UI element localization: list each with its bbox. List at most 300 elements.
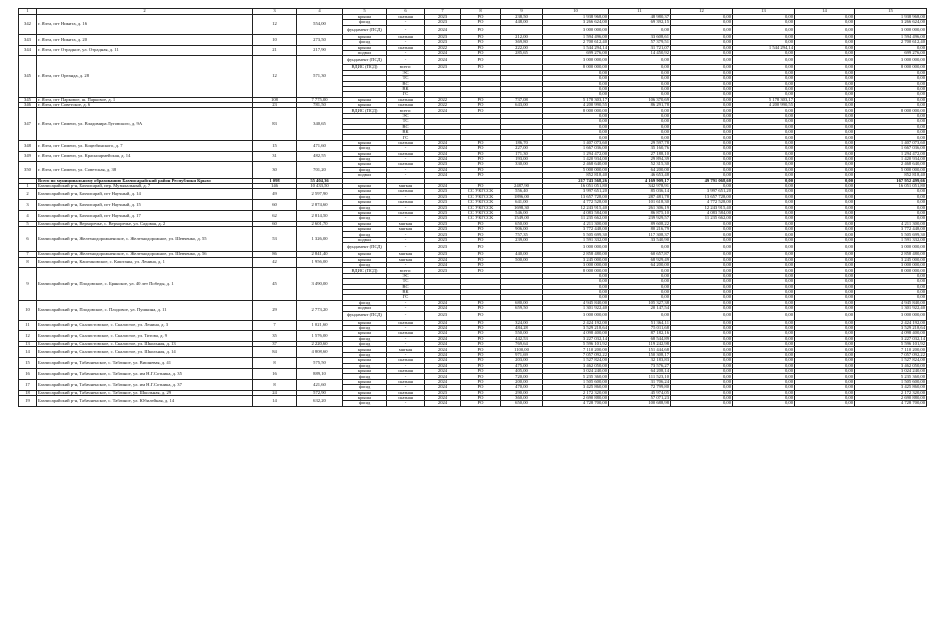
volume-cell: 650,00 [501, 401, 543, 406]
area-cell: 2 220,60 [297, 342, 343, 347]
amount-cell: 0,00 [671, 273, 733, 278]
amount-cell: 0,00 [795, 97, 855, 102]
amount-cell: 2 424 192,00 [543, 320, 609, 325]
amount-cell: 73 576,27 [609, 363, 671, 368]
work-subtype-cell: скатная [387, 200, 425, 205]
amount-cell: 2 468 640,00 [855, 162, 927, 167]
amount-cell: 80 216,79 [609, 227, 671, 232]
amount-cell: 64 200,00 [609, 263, 671, 268]
row-number-cell: 344 [19, 45, 37, 56]
work-type-cell: крыша [343, 210, 387, 215]
amount-cell: 0,00 [733, 92, 795, 97]
volume-cell: 906,00 [501, 227, 543, 232]
amount-cell: 0,00 [855, 92, 927, 97]
work-type-cell: крыша [343, 320, 387, 325]
work-subtype-cell: скатная [387, 369, 425, 374]
work-type-cell: крыша [343, 358, 387, 363]
amount-cell: 0,00 [671, 146, 733, 151]
work-subtype-cell: - [387, 25, 425, 34]
area-cell: 1 576,00 [297, 331, 343, 342]
column-number-cell: 1 [19, 9, 37, 15]
amount-cell: 0,00 [733, 76, 795, 81]
funding-cell: РО [461, 65, 501, 70]
work-subtype-cell: - [387, 342, 425, 347]
amount-cell: 3 266 624,00 [855, 20, 927, 25]
apartments-cell: 31 [253, 151, 297, 162]
year-cell: 2024 [425, 401, 461, 406]
amount-cell: 0,00 [795, 273, 855, 278]
volume-cell: 238,50 [501, 15, 543, 20]
amount-cell: 0,00 [795, 369, 855, 374]
work-subtype-cell: - [387, 263, 425, 268]
work-type-cell: фасад [343, 263, 387, 268]
funding-cell: РО [461, 347, 501, 352]
amount-cell: 0,00 [795, 311, 855, 320]
year-cell: 2023 [425, 65, 461, 70]
amount-cell: 0,00 [795, 325, 855, 330]
amount-cell: 0,00 [671, 331, 733, 336]
apartments-cell: 42 [253, 257, 297, 268]
amount-cell: 0,00 [733, 295, 795, 300]
amount-cell: 0,00 [671, 268, 733, 273]
amount-cell: 68 929,49 [609, 257, 671, 262]
amount-cell: 1 301 922,40 [855, 306, 927, 311]
apartments-cell: 45 [253, 268, 297, 300]
amount-cell: 0,00 [543, 92, 609, 97]
year-cell: 2023 [425, 268, 461, 273]
amount-cell: 0,00 [733, 86, 795, 91]
address-cell: Бахчисарайский р-н, Плодовское, с. Плодовое, ул. Пушкина, д. 11 [37, 300, 253, 320]
amount-cell: 2 424 192,00 [855, 320, 927, 325]
amount-cell: 0,00 [795, 200, 855, 205]
work-type-cell: фасад [343, 216, 387, 221]
amount-cell: 0,00 [671, 358, 733, 363]
amount-cell: 0,00 [795, 300, 855, 305]
amount-cell: 3 024 240,00 [855, 369, 927, 374]
amount-cell: 33 608,61 [609, 34, 671, 39]
amount-cell: 0,00 [855, 103, 927, 108]
column-number-cell: 15 [855, 9, 927, 15]
amount-cell: 0,00 [671, 306, 733, 311]
funding-cell: РО [461, 263, 501, 268]
amount-cell: 0,00 [671, 243, 733, 252]
work-type-cell: крыша [343, 257, 387, 262]
amount-cell: 0,00 [795, 268, 855, 273]
amount-cell: 27 188,10 [609, 151, 671, 156]
area-cell: 3 490,00 [297, 268, 343, 300]
apartments-cell: 24 [253, 390, 297, 395]
amount-cell: 1 938 968,00 [543, 15, 609, 20]
amount-cell: 0,00 [795, 279, 855, 284]
amount-cell: 0,00 [795, 135, 855, 140]
volume-cell: 330,00 [501, 162, 543, 167]
amount-cell: 0,00 [795, 401, 855, 406]
row-number-cell: 11 [19, 320, 37, 331]
amount-cell: 0,00 [733, 227, 795, 232]
amount-cell: 0,00 [733, 216, 795, 221]
year-cell: 2023 [425, 221, 461, 226]
amount-cell: 5 235 360,00 [855, 374, 927, 379]
work-subtype-cell: скатная [387, 34, 425, 39]
year-cell: 2023 [425, 216, 461, 221]
funding-cell: РО [461, 390, 501, 395]
amount-cell: 8 000 000,00 [855, 65, 927, 70]
amount-cell: 0,00 [855, 70, 927, 75]
amount-cell: 0,00 [671, 396, 733, 401]
work-subtype-cell: скатная [387, 379, 425, 384]
funding-cell: РО [461, 156, 501, 161]
amount-cell: 33 540,90 [609, 237, 671, 242]
amount-cell: 0,00 [671, 108, 733, 113]
column-number-cell: 13 [733, 9, 795, 15]
amount-cell: 0,00 [855, 119, 927, 124]
address-cell: Бахчисарайский р-н, Скалистовское, с. Скалистое, ул. Ленина, д. 3 [37, 320, 253, 331]
apartments-cell: 14 [253, 396, 297, 407]
work-subtype-cell: ЭС [387, 113, 425, 118]
amount-cell: 0,00 [855, 135, 927, 140]
amount-cell: 261 306,19 [609, 205, 671, 210]
amount-cell: 0,00 [671, 352, 733, 357]
amount-cell: 0,00 [733, 342, 795, 347]
amount-cell: 2 700 612,40 [855, 40, 927, 45]
amount-cell: 0,00 [855, 86, 927, 91]
work-type-cell: крыша [343, 221, 387, 226]
amount-cell: 5 596 101,92 [855, 342, 927, 347]
amount-cell: 0,00 [855, 189, 927, 194]
funding-cell: РО [461, 243, 501, 252]
amount-cell: 11 235 662,00 [671, 216, 733, 221]
work-type-cell: крыша [343, 189, 387, 194]
work-subtype-cell: ВС [387, 81, 425, 86]
row-number-cell: 17 [19, 379, 37, 390]
amount-cell: 0,00 [733, 194, 795, 199]
volume-cell: 442,53 [501, 336, 543, 341]
funding-cell: РО [461, 358, 501, 363]
amount-cell: 0,00 [733, 189, 795, 194]
amount-cell: 0,00 [543, 119, 609, 124]
year-cell: 2024 [425, 183, 461, 188]
volume-cell: 203,00 [501, 358, 543, 363]
amount-cell: 3 000 000,00 [543, 56, 609, 65]
funding-cell: РО [461, 396, 501, 401]
amount-cell: 0,00 [795, 113, 855, 118]
funding-cell: СС УКГССК [461, 200, 501, 205]
amount-cell: 0,00 [671, 130, 733, 135]
amount-cell: 0,00 [795, 50, 855, 55]
amount-cell: 0,00 [855, 45, 927, 50]
funding-cell: РО [461, 167, 501, 172]
work-type-cell: подвал [343, 50, 387, 55]
area-cell: 554,00 [297, 15, 343, 35]
amount-cell: 0,00 [855, 295, 927, 300]
amount-cell: 0,00 [733, 156, 795, 161]
work-type-cell: ВДИС (ПСД) [343, 268, 387, 273]
volume-cell: 769,64 [501, 342, 543, 347]
year-cell: 2022 [425, 103, 461, 108]
work-subtype-cell: скатная [387, 210, 425, 215]
funding-cell: РО [461, 45, 501, 50]
amount-cell: 0,00 [795, 284, 855, 289]
funding-cell: РО [461, 40, 501, 45]
work-subtype-cell: - [387, 232, 425, 237]
amount-cell: 0,00 [733, 289, 795, 294]
work-subtype-cell: - [387, 173, 425, 178]
amount-cell: 0,00 [733, 263, 795, 268]
amount-cell: 3 000 000,00 [855, 25, 927, 34]
amount-cell: 0,00 [733, 401, 795, 406]
amount-cell: 0,00 [671, 289, 733, 294]
amount-cell: 0,00 [733, 70, 795, 75]
work-type-cell: подвал [343, 306, 387, 311]
funding-cell: СС УКГССК [461, 194, 501, 199]
row-number-cell: 342 [19, 15, 37, 35]
apartments-cell: 62 [253, 210, 297, 221]
amount-cell: 0,00 [543, 284, 609, 289]
column-number-cell: 4 [297, 9, 343, 15]
amount-cell: 0,00 [733, 358, 795, 363]
amount-cell: 0,00 [733, 34, 795, 39]
work-subtype-cell: ВС [387, 124, 425, 129]
funding-cell: РО [461, 325, 501, 330]
amount-cell: 0,00 [671, 390, 733, 395]
volume-cell: 448,00 [501, 20, 543, 25]
work-type-cell: фасад [343, 374, 387, 379]
amount-cell: 64 200,00 [609, 167, 671, 172]
amount-cell: 0,00 [795, 216, 855, 221]
amount-cell: 0,00 [671, 45, 733, 50]
row-number-cell: 15 [19, 358, 37, 369]
area-cell: 55 404,36 [297, 178, 343, 183]
funding-cell: РО [461, 56, 501, 65]
year-cell: 2023 [425, 252, 461, 257]
address-cell: Бахчисарайский р-н, Каштановское, с. Каштаны, ул. Ленина, д. 1 [37, 257, 253, 268]
row-number-cell: 4 [19, 210, 37, 221]
amount-cell: 0,00 [795, 347, 855, 352]
work-subtype-cell: мягкая [387, 221, 425, 226]
amount-cell: 0,00 [733, 311, 795, 320]
apartments-cell: 12 [253, 56, 297, 97]
amount-cell: 0,00 [795, 81, 855, 86]
volume-cell: 643,00 [501, 103, 543, 108]
volume-cell: 971,69 [501, 352, 543, 357]
row-number-cell: 348 [19, 140, 37, 151]
amount-cell: 48 980,37 [609, 15, 671, 20]
address-cell: г. Ялта, пгт Симеиз, ул. Красноармейская, д. 14 [37, 151, 253, 162]
row-number-cell: 19 [19, 396, 37, 407]
amount-cell: 0,00 [671, 92, 733, 97]
amount-cell: 8 000 000,00 [855, 268, 927, 273]
amount-cell: 0,00 [543, 130, 609, 135]
area-cell: 781,50 [297, 103, 343, 108]
amount-cell: 0,00 [795, 385, 855, 390]
amount-cell: 0,00 [609, 108, 671, 113]
work-type-cell: крыша [343, 183, 387, 188]
amount-cell: 0,00 [671, 237, 733, 242]
amount-cell: 0,00 [733, 237, 795, 242]
work-subtype-cell: ЭС [387, 70, 425, 75]
amount-cell: 0,00 [609, 268, 671, 273]
volume-cell: 737,08 [501, 97, 543, 102]
row-number-cell: 2 [19, 189, 37, 200]
amount-cell: 0,00 [855, 279, 927, 284]
address-cell: г. Ялта, пгт Симеиз, ул. Советская, д. 38 [37, 162, 253, 178]
amount-cell: 0,00 [795, 20, 855, 25]
amount-cell: 1 591 332,00 [855, 237, 927, 242]
amount-cell: 2 690 880,00 [543, 396, 609, 401]
year-cell: 2024 [425, 325, 461, 330]
work-type-cell: крыша [343, 227, 387, 232]
amount-cell: 0,00 [609, 76, 671, 81]
amount-cell: 0,00 [543, 273, 609, 278]
amount-cell: 0,00 [671, 369, 733, 374]
amount-cell: 3 024 240,00 [543, 369, 609, 374]
amount-cell: 0,00 [609, 86, 671, 91]
apartments-cell: 1 098 [253, 178, 297, 183]
funding-cell: РО [461, 232, 501, 237]
row-number-cell: 9 [19, 268, 37, 300]
amount-cell: 0,00 [609, 70, 671, 75]
year-cell: 2023 [425, 15, 461, 20]
amount-cell: 0,00 [671, 320, 733, 325]
work-subtype-cell: - [387, 311, 425, 320]
row-number-cell: 7 [19, 252, 37, 257]
amount-cell: 0,00 [795, 151, 855, 156]
address-cell: г. Ялта, пгт Никита, д. 16 [37, 15, 253, 35]
area-cell: 1 956,00 [297, 257, 343, 268]
amount-cell: 8 000 000,00 [543, 108, 609, 113]
amount-cell: 0,00 [733, 352, 795, 357]
year-cell: 2024 [425, 263, 461, 268]
amount-cell: 0,00 [609, 81, 671, 86]
area-cell: 482,55 [297, 151, 343, 162]
work-subtype-cell: - [387, 194, 425, 199]
work-type-cell: фасад [343, 156, 387, 161]
amount-cell: 150 308,17 [609, 352, 671, 357]
amount-cell: 87 182,16 [609, 331, 671, 336]
address-cell: Бахчисарайский р-н, Бахчисарай, пер. Музыкальный, д. 7 [37, 183, 253, 188]
volume-cell: 324,00 [501, 320, 543, 325]
amount-cell: 4 200 990,55 [543, 103, 609, 108]
amount-cell: 0,00 [733, 396, 795, 401]
column-number-cell: 10 [543, 9, 609, 15]
amount-cell: 3 227 032,14 [543, 336, 609, 341]
volume-cell: 484,28 [501, 325, 543, 330]
funding-cell: РО [461, 268, 501, 273]
work-type-cell: фасад [343, 300, 387, 305]
column-number-cell: 9 [501, 9, 543, 15]
work-subtype-cell: скатная [387, 189, 425, 194]
work-type-cell: фасад [343, 40, 387, 45]
funding-cell: РО [461, 257, 501, 262]
apartments-cell: 23 [253, 103, 297, 108]
amount-cell: 3 425 860,00 [543, 385, 609, 390]
work-type-cell: крыша [343, 331, 387, 336]
work-subtype-cell: ТС [387, 76, 425, 81]
amount-cell: 1 505 600,00 [543, 379, 609, 384]
volume-cell: 200,00 [501, 379, 543, 384]
amount-cell: 31 721,07 [609, 45, 671, 50]
amount-cell: 0,00 [795, 183, 855, 188]
funding-cell: РО [461, 252, 501, 257]
amount-cell: 89 608,22 [609, 221, 671, 226]
amount-cell: 119 242,98 [609, 342, 671, 347]
volume-cell: 650,00 [501, 221, 543, 226]
amount-cell: 0,00 [671, 103, 733, 108]
amount-cell: 3 997 651,20 [543, 189, 609, 194]
amount-cell: 0,00 [855, 124, 927, 129]
amount-cell: 5 596 101,92 [543, 342, 609, 347]
work-subtype-cell: скатная [387, 45, 425, 50]
funding-cell: СС УКГССК [461, 216, 501, 221]
row-number-cell: 349 [19, 151, 37, 162]
work-type-cell: крыша [343, 347, 387, 352]
work-type-cell: фасад [343, 146, 387, 151]
funding-cell: РО [461, 374, 501, 379]
work-type-cell: фундамент (ПСД) [343, 243, 387, 252]
amount-cell: 0,00 [795, 189, 855, 194]
volume-cell: 470,00 [501, 385, 543, 390]
amount-cell: 0,00 [671, 156, 733, 161]
work-subtype-cell: ВК [387, 86, 425, 91]
amount-cell: 0,00 [795, 130, 855, 135]
amount-cell: 31 706,24 [609, 379, 671, 384]
amount-cell: 0,00 [671, 135, 733, 140]
amount-cell: 0,00 [855, 97, 927, 102]
amount-cell: 0,00 [795, 358, 855, 363]
amount-cell: 20 147,54 [609, 306, 671, 311]
amount-cell: 0,00 [543, 113, 609, 118]
funding-cell: РО [461, 336, 501, 341]
work-subtype-cell: - [387, 243, 425, 252]
amount-cell: 0,00 [671, 300, 733, 305]
amount-cell: 2 700 612,40 [543, 40, 609, 45]
amount-cell: 0,00 [733, 331, 795, 336]
amount-cell: 1 667 036,00 [855, 146, 927, 151]
amount-cell: 4 211 300,00 [543, 221, 609, 226]
amount-cell: 0,00 [543, 295, 609, 300]
work-subtype-cell: мягкая [387, 227, 425, 232]
amount-cell: 4 728 700,00 [855, 401, 927, 406]
funding-cell: РО [461, 108, 501, 113]
address-cell: Бахчисарайский р-н, Табачненское, с. Табачное, ул. им Н.Г.Сотника, д. 37 [37, 379, 253, 390]
amount-cell: 0,00 [733, 200, 795, 205]
work-subtype-cell: - [387, 300, 425, 305]
amount-cell: 0,00 [733, 257, 795, 262]
volume-cell: 475,00 [501, 363, 543, 368]
work-subtype-cell: - [387, 40, 425, 45]
funding-cell: СС УКГССК [461, 205, 501, 210]
amount-cell: 3 462 050,00 [543, 363, 609, 368]
amount-cell: 0,00 [733, 50, 795, 55]
amount-cell: 52 315,30 [609, 162, 671, 167]
year-cell: 2024 [425, 156, 461, 161]
amount-cell: 0,00 [795, 178, 855, 183]
amount-cell: 0,00 [795, 156, 855, 161]
amount-cell: 8 000 000,00 [543, 268, 609, 273]
funding-cell: РО [461, 320, 501, 325]
amount-cell: 5 505 699,30 [855, 232, 927, 237]
amount-cell: 0,00 [795, 257, 855, 262]
amount-cell: 0,00 [733, 183, 795, 188]
volume-cell: 757,35 [501, 232, 543, 237]
amount-cell: 0,00 [795, 103, 855, 108]
amount-cell: 64 208,14 [609, 369, 671, 374]
amount-cell: 0,00 [671, 34, 733, 39]
work-subtype-cell: ВС [387, 284, 425, 289]
amount-cell: 0,00 [733, 173, 795, 178]
amount-cell: 0,00 [795, 396, 855, 401]
amount-cell: 106 370,69 [609, 97, 671, 102]
